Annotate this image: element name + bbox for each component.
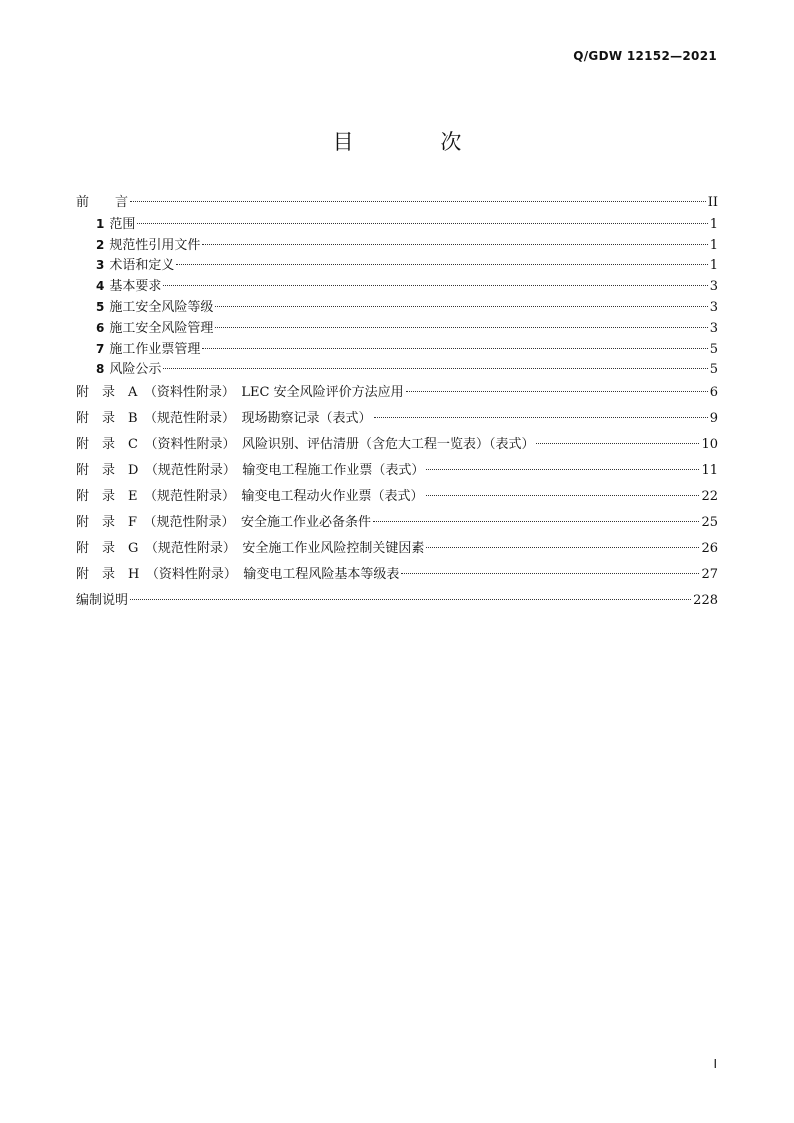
toc-entry-number: 8: [96, 362, 105, 377]
dot-leader: [426, 469, 699, 470]
dot-leader: [215, 327, 707, 328]
toc-entry-label: 附 录 H （资料性附录） 输变电工程风险基本等级表: [76, 567, 400, 583]
toc-entry[interactable]: [76, 458, 718, 484]
dot-leader: [130, 201, 706, 202]
toc-entry[interactable]: [76, 359, 718, 380]
dot-leader: [202, 348, 707, 349]
toc-entry[interactable]: [76, 193, 718, 214]
dot-leader: [176, 264, 707, 265]
toc-entry-label: 基本要求: [109, 279, 162, 295]
toc-entry-label: 附 录 E （规范性附录） 输变电工程动火作业票（表式）: [76, 489, 424, 505]
toc-entry-label: 附 录 C （资料性附录） 风险识别、评估清册（含危大工程一览表）（表式）: [76, 437, 535, 453]
dot-leader: [536, 443, 699, 444]
table-of-contents: [76, 193, 718, 614]
toc-entry[interactable]: [76, 214, 718, 235]
toc-entry[interactable]: [76, 255, 718, 276]
toc-entry-label: 规范性引用文件: [109, 237, 201, 253]
toc-entry-page: 26: [701, 541, 718, 557]
toc-entry[interactable]: [76, 380, 718, 406]
toc-entry-label: 施工作业票管理: [109, 341, 201, 357]
toc-entry-number: 4: [96, 279, 105, 294]
toc-entry-page: 22: [701, 489, 718, 505]
dot-leader: [215, 306, 707, 307]
dot-leader: [137, 223, 707, 224]
toc-entry-page: 5: [709, 341, 718, 357]
toc-entry-label: 附 录 B （规范性附录） 现场勘察记录（表式）: [76, 411, 372, 427]
dot-leader: [373, 521, 699, 522]
toc-entry-label: 施工安全风险等级: [109, 299, 214, 315]
dot-leader: [401, 573, 699, 574]
toc-entry[interactable]: [76, 406, 718, 432]
toc-entry-label: 施工安全风险管理: [109, 320, 214, 336]
toc-entry[interactable]: [76, 484, 718, 510]
toc-entry-label: 风险公示: [109, 362, 162, 378]
toc-entry[interactable]: [76, 297, 718, 318]
toc-entry-label: 附 录 D （规范性附录） 输变电工程施工作业票（表式）: [76, 463, 425, 479]
toc-entry[interactable]: [76, 536, 718, 562]
toc-entry-number: 1: [96, 216, 105, 231]
toc-entry[interactable]: [76, 588, 718, 614]
toc-entry-page: 1: [709, 216, 718, 232]
toc-entry-label: 编制说明: [76, 593, 129, 609]
toc-entry-page: 27: [701, 567, 718, 583]
toc-entry-label: 前 言: [76, 195, 129, 210]
toc-entry[interactable]: [76, 510, 718, 536]
toc-entry-number: 2: [96, 237, 105, 252]
toc-entry-label: 附 录 F （规范性附录） 安全施工作业必备条件: [76, 515, 372, 531]
toc-entry-number: 5: [96, 299, 105, 314]
toc-entry[interactable]: [76, 432, 718, 458]
toc-entry-page: II: [707, 195, 718, 210]
dot-leader: [406, 391, 708, 392]
dot-leader: [426, 495, 700, 496]
dot-leader: [163, 285, 707, 286]
toc-entry[interactable]: [76, 235, 718, 256]
page-number: I: [713, 1057, 717, 1071]
toc-entry-number: 3: [96, 258, 105, 273]
toc-entry-page: 5: [709, 362, 718, 378]
toc-entry-number: 7: [96, 341, 105, 356]
toc-entry-page: 11: [701, 463, 718, 479]
toc-entry[interactable]: [76, 276, 718, 297]
toc-entry-page: 1: [709, 258, 718, 274]
toc-entry[interactable]: [76, 562, 718, 588]
toc-entry-page: 25: [701, 515, 718, 531]
toc-entry-page: 10: [701, 437, 718, 453]
toc-entry-page: 6: [709, 385, 718, 401]
toc-entry[interactable]: [76, 318, 718, 339]
toc-entry[interactable]: [76, 339, 718, 360]
toc-entry-number: 6: [96, 320, 105, 335]
toc-entry-page: 1: [709, 237, 718, 253]
toc-entry-page: 228: [693, 593, 718, 609]
toc-entry-page: 3: [709, 279, 718, 295]
toc-entry-page: 3: [709, 299, 718, 315]
dot-leader: [374, 417, 708, 418]
document-code: Q/GDW 12152—2021: [573, 49, 717, 63]
dot-leader: [202, 244, 707, 245]
toc-entry-label: 范围: [109, 216, 136, 232]
toc-entry-label: 附 录 G （规范性附录） 安全施工作业风险控制关键因素: [76, 541, 425, 557]
dot-leader: [163, 368, 707, 369]
toc-entry-label: 术语和定义: [109, 258, 175, 274]
dot-leader: [130, 599, 691, 600]
toc-entry-label: 附 录 A （资料性附录） LEC 安全风险评价方法应用: [76, 385, 404, 401]
dot-leader: [426, 547, 699, 548]
page-title: 目 次: [332, 130, 502, 154]
toc-entry-page: 3: [709, 320, 718, 336]
toc-entry-page: 9: [709, 411, 718, 427]
